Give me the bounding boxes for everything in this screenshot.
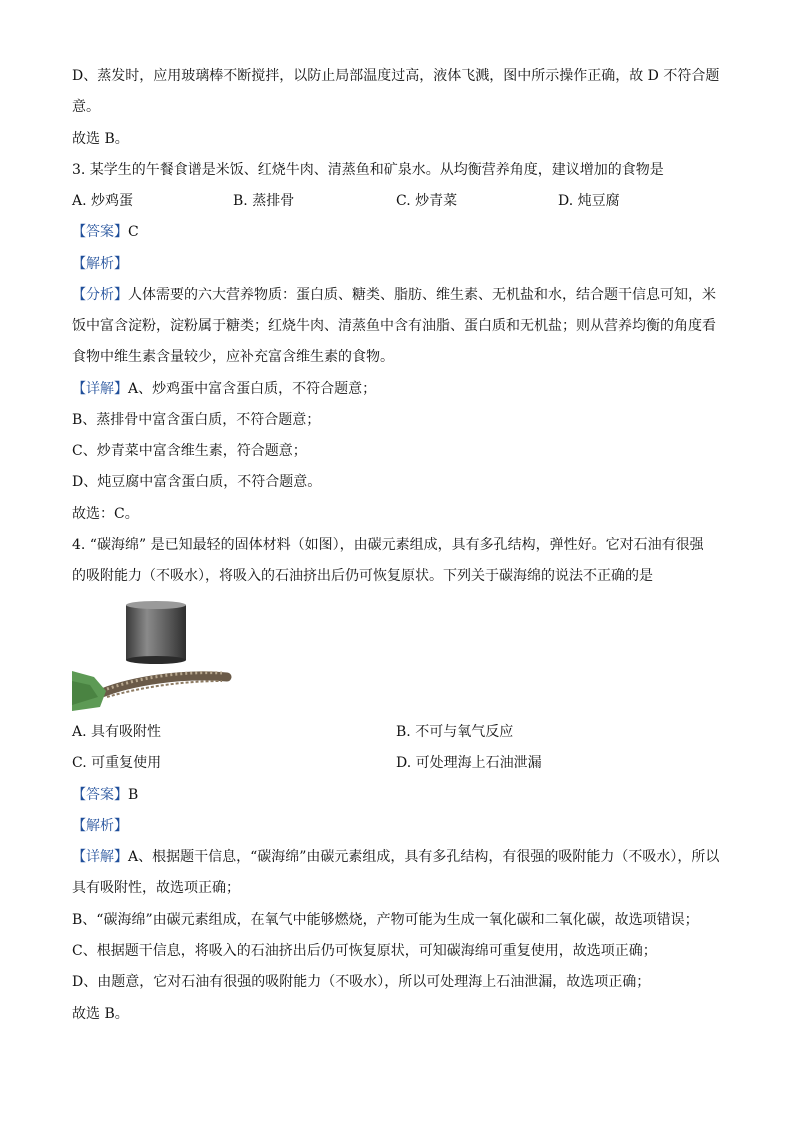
q3-option-b: B. 蒸排骨: [233, 193, 295, 209]
q3-explain-tag: [72, 254, 128, 274]
q3-answer: [72, 222, 139, 242]
q3-detail-b: B、蒸排骨中富含蛋白质，不符合题意；: [72, 412, 321, 428]
q2-conclusion: 故选 B。: [72, 131, 129, 147]
answer-value: C: [128, 224, 139, 240]
q4-option-a: A. 具有吸附性: [72, 724, 162, 740]
q3-option-d: D. 炖豆腐: [558, 193, 620, 209]
detail-tag: 【详解】: [72, 849, 128, 865]
detail-text: A、炒鸡蛋中富含蛋白质，不符合题意；: [128, 381, 377, 397]
carbon-sponge-cylinder: [126, 601, 186, 664]
q4-conclusion: 故选 B。: [72, 1006, 129, 1022]
q4-stem-line2: 的吸附能力（不吸水），将吸入的石油挤出后仍可恢复原状。下列关于碳海绵的说法不正确的是: [72, 568, 653, 584]
q4-detail-d: D、由题意，它对石油有很强的吸附能力（不吸水），所以可处理海上石油泄漏，故选项正确；: [72, 974, 651, 990]
q4-option-c: C. 可重复使用: [72, 755, 162, 771]
detail-tag: 【详解】: [72, 381, 128, 397]
q3-analysis-line3: 食物中维生素含量较少，应补充富含维生素的食物。: [72, 349, 394, 365]
q4-detail-a-line1: [72, 847, 719, 867]
q4-detail-b: B、“碳海绵”由碳元素组成，在氧气中能够燃烧，产物可能为生成一氧化碳和二氧化碳，故选项错误；: [72, 912, 699, 928]
q3-detail-c: C、炒青菜中富含维生素，符合题意；: [72, 443, 307, 459]
q4-explain-tag: [72, 816, 128, 836]
detail-text: A、根据题干信息，“碳海绵”由碳元素组成，具有多孔结构，有很强的吸附能力（不吸水），所以: [128, 849, 720, 865]
q4-answer: [72, 785, 138, 805]
q3-detail-d: D、炖豆腐中富含蛋白质，不符合题意。: [72, 474, 322, 490]
q4-option-b: B. 不可与氧气反应: [396, 724, 514, 740]
analysis-text: 人体需要的六大营养物质：蛋白质、糖类、脂肪、维生素、无机盐和水，结合题干信息可知，米: [128, 287, 716, 303]
carbon-sponge-photo: [72, 601, 232, 711]
q2-option-d-explanation-line2: 意。: [72, 99, 100, 115]
q3-option-a: A. 炒鸡蛋: [72, 193, 134, 209]
answer-value: B: [128, 787, 139, 803]
q3-stem: 3. 某学生的午餐食谱是米饭、红烧牛肉、清蒸鱼和矿泉水。从均衡营养角度，建议增加的食物是: [72, 162, 664, 178]
q3-conclusion: 故选：C。: [72, 506, 139, 522]
q3-analysis-line2: 饭中富含淀粉，淀粉属于糖类；红烧牛肉、清蒸鱼中含有油脂、蛋白质和无机盐；则从营养均衡的角度看: [72, 318, 716, 334]
answer-tag: 【答案】: [72, 224, 128, 240]
q3-detail-a: [72, 379, 376, 399]
q4-detail-a-line2: 具有吸附性，故选项正确；: [72, 880, 240, 896]
q4-stem-line1: 4. “碳海绵” 是已知最轻的固体材料（如图），由碳元素组成，具有多孔结构，弹性好。它对石油有很强: [72, 537, 704, 553]
q3-analysis-line1: [72, 285, 716, 305]
q4-option-d: D. 可处理海上石油泄漏: [396, 755, 542, 771]
answer-tag: 【答案】: [72, 787, 128, 803]
q4-detail-c: C、根据题干信息，将吸入的石油挤出后仍可恢复原状，可知碳海绵可重复使用，故选项正确；: [72, 943, 657, 959]
explain-tag: 【解析】: [72, 256, 128, 272]
q3-option-c: C. 炒青菜: [396, 193, 458, 209]
explain-tag: 【解析】: [72, 818, 128, 834]
q2-option-d-explanation-line1: D、蒸发时，应用玻璃棒不断搅拌，以防止局部温度过高，液体飞溅，图中所示操作正确，故 D 不符合题: [72, 68, 720, 84]
analysis-tag: 【分析】: [72, 287, 128, 303]
